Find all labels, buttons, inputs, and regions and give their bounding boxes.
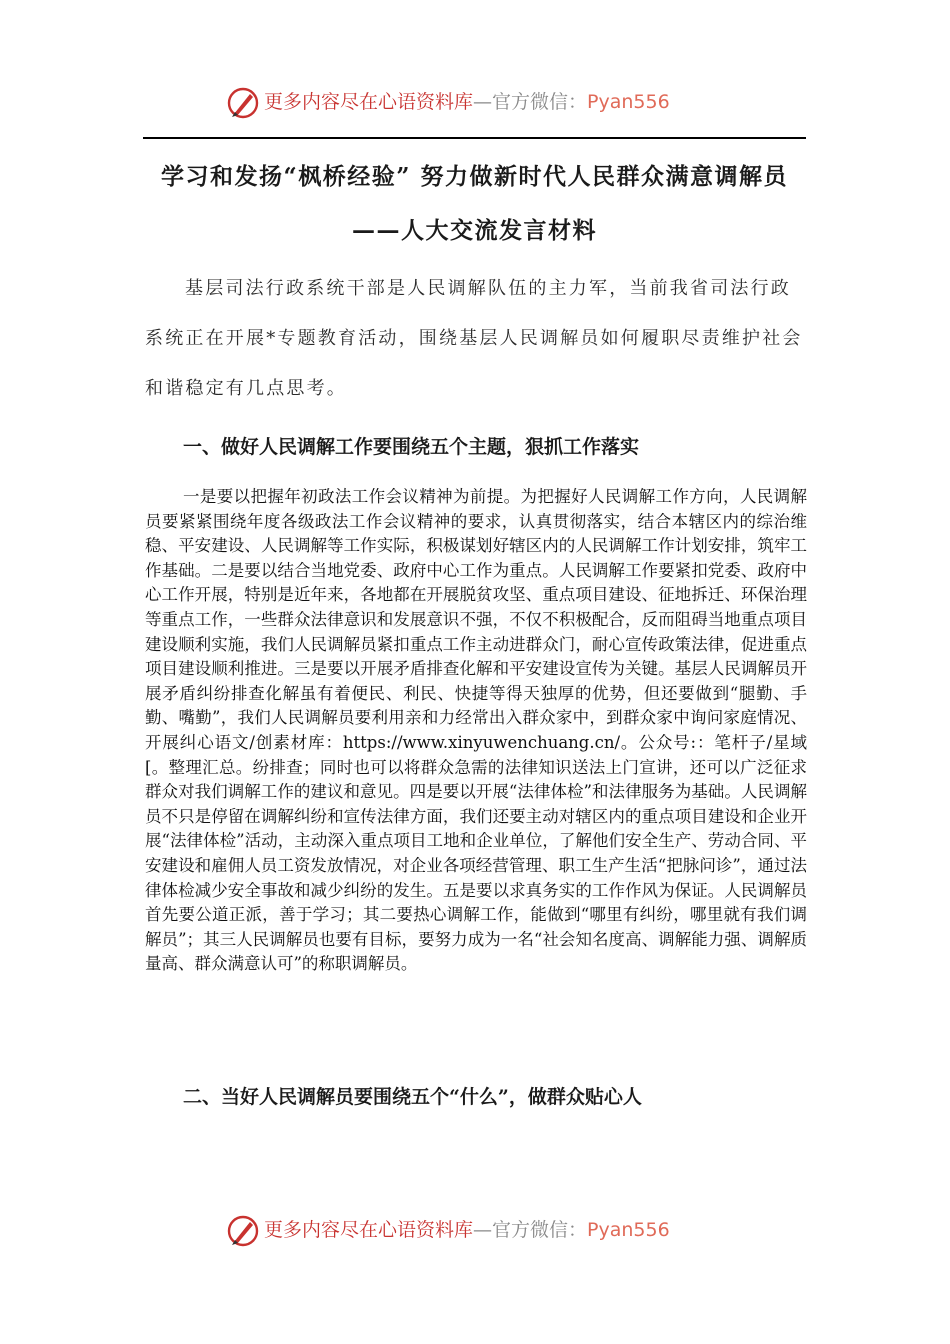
- banner-text: [264, 90, 670, 114]
- banner-mid-text: —官方微信：: [473, 91, 588, 113]
- intro-paragraph: 基层司法行政系统干部是人民调解队伍的主力军，当前我省司法行政系统正在开展*专题教育活动，围绕基层人民调解员如何履职尽责维护社会和谐稳定有几点思考。: [145, 278, 803, 399]
- banner-text: [264, 1218, 670, 1242]
- banner-wechat-id: Pyan556: [587, 91, 670, 113]
- pen-logo-icon: [226, 1214, 260, 1248]
- banner-mid-text: —官方微信：: [473, 1219, 588, 1241]
- section-2-heading: 二、当好人民调解员要围绕五个“什么”，做群众贴心人: [183, 1086, 642, 1108]
- document-title: 学习和发扬“枫桥经验” 努力做新时代人民群众满意调解员——人大交流发言材料: [161, 163, 788, 244]
- section-1-heading: 一、做好人民调解工作要围绕五个主题，狠抓工作落实: [183, 436, 640, 458]
- pen-logo-icon: [226, 86, 260, 120]
- banner-main-text: 更多内容尽在心语资料库: [264, 1219, 474, 1241]
- header-rule: [143, 137, 806, 139]
- section-1-body: 一是要以把握年初政法工作会议精神为前提。为把握好人民调解工作方向，人民调解员要紧紧围绕年度各级政法工作会议精神的要求，认真贯彻落实，结合本辖区内的综治维稳、平安建设、人民调解等工作实际，积极谋划好辖区内的人民调解工作计划安排，筑牢工作基础。二是要以结合当地党委、政府中心工作为重点。人民调解工作要紧扣党委、政府中心工作开展，特别是近年来，各地都在开展脱贫攻坚、重点项目建设、征地拆迁、环保治理等重点工作，一些群众法律意识和发展意识不强，不仅不积极配合，反而阻碍当地重点项目建设顺利实施，我们人民调解员紧扣重点工作主动进群众门，耐心宣传政策法律，促进重点项目建设顺利推进。三是要以开展矛盾排查化解和平安建设宣传为关键。基层人民调解员开展矛盾纠纷排查化解虽有着便民、利民、快捷等得天独厚的优势，但还要做到“腿勤、手勤、嘴勤”，我们人民调解员要利用亲和力经常出入群众家中，到群众家中询问家庭情况、开展纠心语文/创素材库：https://www.xinyuwenchuang.cn/。公众号:：笔杆子/星域[。整理汇总。纷排查；同时也可以将群众急需的法律知识送法上门宣讲，还可以广泛征求群众对我们调解工作的建议和意见。四是要以开展“法律体检”和法律服务为基础。人民调解员不只是停留在调解纠纷和宣传法律方面，我们还要主动对辖区内的重点项目建设和企业开展“法律体检”活动，主动深入重点项目工地和企业单位，了解他们安全生产、劳动合同、平安建设和雇佣人员工资发放情况，对企业各项经营管理、职工生产生活“把脉问诊”，通过法律体检减少安全事故和减少纠纷的发生。五是要以求真务实的工作作风为保证。人民调解员首先要公道正派，善于学习；其二要热心调解工作，能做到“哪里有纠纷，哪里就有我们调解员”；其三人民调解员也要有目标，要努力成为一名“社会知名度高、调解能力强、调解质量高、群众满意认可”的称职调解员。: [145, 487, 807, 974]
- banner-wechat-id: Pyan556: [587, 1219, 670, 1241]
- header-banner: [0, 80, 950, 124]
- footer-banner: [0, 1208, 950, 1252]
- banner-main-text: 更多内容尽在心语资料库: [264, 91, 474, 113]
